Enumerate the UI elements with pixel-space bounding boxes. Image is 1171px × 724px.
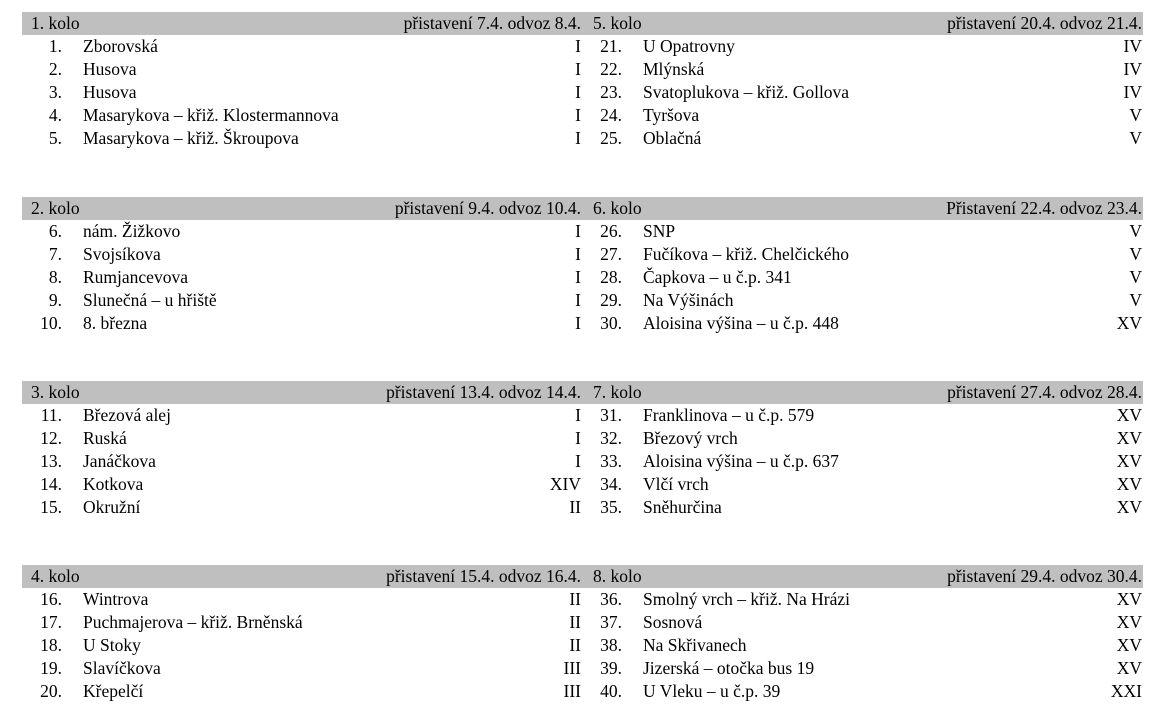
round-label: 2. kolo [31, 198, 80, 218]
stop-number: 38. [600, 635, 622, 655]
stop-area: III [563, 681, 581, 701]
header-row [22, 197, 1143, 220]
stop-row [582, 81, 1143, 104]
stop-row [22, 243, 582, 266]
stop-street: Svatoplukova – křiž. Gollova [643, 82, 850, 102]
stop-area: IV [1123, 36, 1142, 56]
stop-area: XV [1116, 612, 1142, 632]
stop-area: XV [1116, 428, 1142, 448]
stop-number: 33. [600, 451, 622, 471]
stop-street: Slavíčkova [83, 658, 161, 678]
schedule-block-3 [22, 381, 1143, 519]
stop-number: 5. [48, 128, 62, 148]
stop-street: Husova [83, 82, 137, 102]
stop-area: I [575, 405, 581, 425]
schedule-block-4 [22, 565, 1143, 703]
stop-number: 6. [48, 221, 62, 241]
stop-street: Aloisina výšina – u č.p. 637 [643, 451, 839, 471]
round-header [22, 197, 582, 220]
stop-row [22, 680, 582, 703]
stop-row [582, 35, 1143, 58]
stop-number: 31. [600, 405, 622, 425]
stop-area: XV [1116, 451, 1142, 471]
stop-street: Mlýnská [643, 59, 705, 79]
schedule-dates: přistavení 13.4. odvoz 14.4. [386, 382, 581, 402]
round-label: 7. kolo [593, 382, 642, 402]
stop-row [22, 473, 582, 496]
stop-number: 10. [40, 313, 62, 333]
stop-street: Masarykova – křiž. Klostermannova [83, 105, 339, 125]
stop-area: I [575, 313, 581, 333]
round-label: 8. kolo [593, 566, 642, 586]
stop-number: 20. [40, 681, 62, 701]
round-header [22, 565, 582, 588]
round-header [582, 381, 1143, 404]
stop-street: Husova [83, 59, 137, 79]
round-label: 4. kolo [31, 566, 80, 586]
stop-number: 9. [48, 290, 62, 310]
stop-area: I [575, 290, 581, 310]
stop-list [582, 404, 1143, 519]
stop-list [582, 588, 1143, 703]
stop-number: 13. [40, 451, 62, 471]
stop-row [582, 588, 1143, 611]
stop-row [582, 127, 1143, 150]
stop-street: Rumjancevova [83, 267, 188, 287]
stop-number: 2. [48, 59, 62, 79]
stop-area: I [575, 221, 581, 241]
stop-street: Zborovská [83, 36, 158, 56]
stop-row [22, 450, 582, 473]
stop-number: 17. [40, 612, 62, 632]
schedule-dates: přistavení 27.4. odvoz 28.4. [947, 382, 1142, 402]
stop-area: V [1129, 290, 1142, 310]
stop-row [582, 243, 1143, 266]
stop-row [22, 81, 582, 104]
stop-row [582, 450, 1143, 473]
stop-number: 23. [600, 82, 622, 102]
stop-area: II [569, 635, 581, 655]
stop-area: II [569, 497, 581, 517]
stop-street: U Opatrovny [643, 36, 735, 56]
schedule-dates: přistavení 20.4. odvoz 21.4. [947, 13, 1142, 33]
stop-area: XXI [1110, 681, 1142, 701]
stop-row [582, 496, 1143, 519]
round-header [582, 12, 1143, 35]
stop-number: 30. [600, 313, 622, 333]
schedule-dates: přistavení 9.4. odvoz 10.4. [394, 198, 581, 218]
stop-street: SNP [643, 221, 676, 241]
stop-street: Jizerská – otočka bus 19 [643, 658, 815, 678]
stop-number: 29. [600, 290, 622, 310]
schedule-block-1 [22, 12, 1143, 150]
stop-row [582, 104, 1143, 127]
stop-street: Oblačná [643, 128, 702, 148]
stop-number: 32. [600, 428, 622, 448]
stop-area: I [575, 36, 581, 56]
stop-number: 28. [600, 267, 622, 287]
stop-number: 22. [600, 59, 622, 79]
stop-area: V [1129, 105, 1142, 125]
stop-row [22, 104, 582, 127]
stop-row [22, 657, 582, 680]
header-row [22, 381, 1143, 404]
stop-number: 21. [600, 36, 622, 56]
stop-street: U Vleku – u č.p. 39 [643, 681, 781, 701]
round-label: 1. kolo [31, 13, 80, 33]
stop-area: XV [1116, 405, 1142, 425]
stop-row [582, 611, 1143, 634]
stop-area: I [575, 128, 581, 148]
stop-street: Franklinova – u č.p. 579 [643, 405, 815, 425]
stop-number: 27. [600, 244, 622, 264]
stop-street: Křepelčí [83, 681, 144, 701]
round-header [22, 12, 582, 35]
stop-area: XIV [549, 474, 581, 494]
stop-number: 14. [40, 474, 62, 494]
stop-number: 12. [40, 428, 62, 448]
schedule-dates: přistavení 7.4. odvoz 8.4. [403, 13, 581, 33]
stop-street: Aloisina výšina – u č.p. 448 [643, 313, 839, 333]
stop-street: Sosnová [643, 612, 703, 632]
stop-street: Na Výšinách [643, 290, 734, 310]
stop-area: I [575, 59, 581, 79]
stop-number: 40. [600, 681, 622, 701]
stop-row [22, 634, 582, 657]
stop-row [22, 58, 582, 81]
stop-street: Čapkova – u č.p. 341 [643, 267, 792, 287]
stop-number: 16. [40, 589, 62, 609]
stop-street: Slunečná – u hřiště [83, 290, 217, 310]
stop-area: XV [1116, 497, 1142, 517]
stop-list [22, 404, 582, 519]
stop-row [582, 404, 1143, 427]
stop-number: 24. [600, 105, 622, 125]
stop-row [22, 266, 582, 289]
stop-number: 1. [48, 36, 62, 56]
stop-area: III [563, 658, 581, 678]
stop-area: V [1129, 244, 1142, 264]
round-label: 3. kolo [31, 382, 80, 402]
stop-row [22, 496, 582, 519]
stop-street: Smolný vrch – křiž. Na Hrázi [643, 589, 851, 609]
stop-row [22, 404, 582, 427]
stop-street: Vlčí vrch [643, 474, 709, 494]
stop-row [22, 220, 582, 243]
stop-number: 18. [40, 635, 62, 655]
stop-number: 7. [48, 244, 62, 264]
stop-street: Sněhurčina [643, 497, 722, 517]
stop-number: 36. [600, 589, 622, 609]
stop-street: Kotkova [83, 474, 144, 494]
stop-list [582, 35, 1143, 150]
stop-number: 3. [48, 82, 62, 102]
stop-number: 4. [48, 105, 62, 125]
stop-number: 25. [600, 128, 622, 148]
schedule-dates: přistavení 15.4. odvoz 16.4. [386, 566, 581, 586]
stop-street: nám. Žižkovo [83, 221, 181, 241]
stop-number: 34. [600, 474, 622, 494]
stop-number: 37. [600, 612, 622, 632]
stop-row [582, 657, 1143, 680]
stop-area: I [575, 428, 581, 448]
stop-area: I [575, 105, 581, 125]
header-row [22, 12, 1143, 35]
round-label: 5. kolo [593, 13, 642, 33]
stop-row [22, 611, 582, 634]
round-label: 6. kolo [593, 198, 642, 218]
stop-area: II [569, 612, 581, 632]
schedule-block-2 [22, 197, 1143, 335]
stop-row [22, 588, 582, 611]
stop-area: I [575, 267, 581, 287]
stop-street: Svojsíkova [83, 244, 161, 264]
stop-row [582, 473, 1143, 496]
stop-street: Janáčkova [83, 451, 156, 471]
stop-area: XV [1116, 589, 1142, 609]
stop-area: IV [1123, 82, 1142, 102]
stop-area: V [1129, 267, 1142, 287]
stop-row [582, 58, 1143, 81]
schedule-dates: Přistavení 22.4. odvoz 23.4. [946, 198, 1142, 218]
stop-area: XV [1116, 658, 1142, 678]
header-row [22, 565, 1143, 588]
stop-list [22, 35, 582, 150]
schedule-dates: přistavení 29.4. odvoz 30.4. [947, 566, 1142, 586]
stop-row [22, 312, 582, 335]
stop-row [22, 289, 582, 312]
stop-number: 35. [600, 497, 622, 517]
stop-street: U Stoky [83, 635, 141, 655]
stop-street: Tyršova [643, 105, 700, 125]
stop-row [22, 35, 582, 58]
stop-number: 8. [48, 267, 62, 287]
stop-street: Na Skřivanech [643, 635, 747, 655]
round-header [582, 197, 1143, 220]
stop-row [582, 266, 1143, 289]
stop-area: II [569, 589, 581, 609]
stop-number: 11. [40, 405, 62, 425]
stop-street: Ruská [83, 428, 127, 448]
stop-street: Puchmajerova – křiž. Brněnská [83, 612, 303, 632]
stop-row [582, 427, 1143, 450]
stop-area: V [1129, 128, 1142, 148]
stop-area: I [575, 244, 581, 264]
stop-street: Březová alej [83, 405, 171, 425]
stop-number: 26. [600, 221, 622, 241]
stop-list [22, 588, 582, 703]
round-header [582, 565, 1143, 588]
stop-row [582, 289, 1143, 312]
stop-street: Březový vrch [643, 428, 738, 448]
stop-area: I [575, 451, 581, 471]
stop-street: Okružní [83, 497, 141, 517]
stop-area: XV [1116, 313, 1142, 333]
stop-number: 19. [40, 658, 62, 678]
round-header [22, 381, 582, 404]
stop-street: Masarykova – křiž. Škroupova [83, 128, 299, 148]
stop-row [22, 427, 582, 450]
stop-row [582, 220, 1143, 243]
stop-street: 8. března [83, 313, 148, 333]
stop-row [582, 634, 1143, 657]
stop-street: Fučíkova – křiž. Chelčického [643, 244, 850, 264]
stop-area: I [575, 82, 581, 102]
stop-list [582, 220, 1143, 335]
stop-street: Wintrova [83, 589, 149, 609]
stop-number: 15. [40, 497, 62, 517]
stop-area: XV [1116, 474, 1142, 494]
stop-number: 39. [600, 658, 622, 678]
stop-list [22, 220, 582, 335]
stop-row [22, 127, 582, 150]
stop-area: XV [1116, 635, 1142, 655]
stop-area: V [1129, 221, 1142, 241]
stop-row [582, 680, 1143, 703]
stop-row [582, 312, 1143, 335]
stop-area: IV [1123, 59, 1142, 79]
